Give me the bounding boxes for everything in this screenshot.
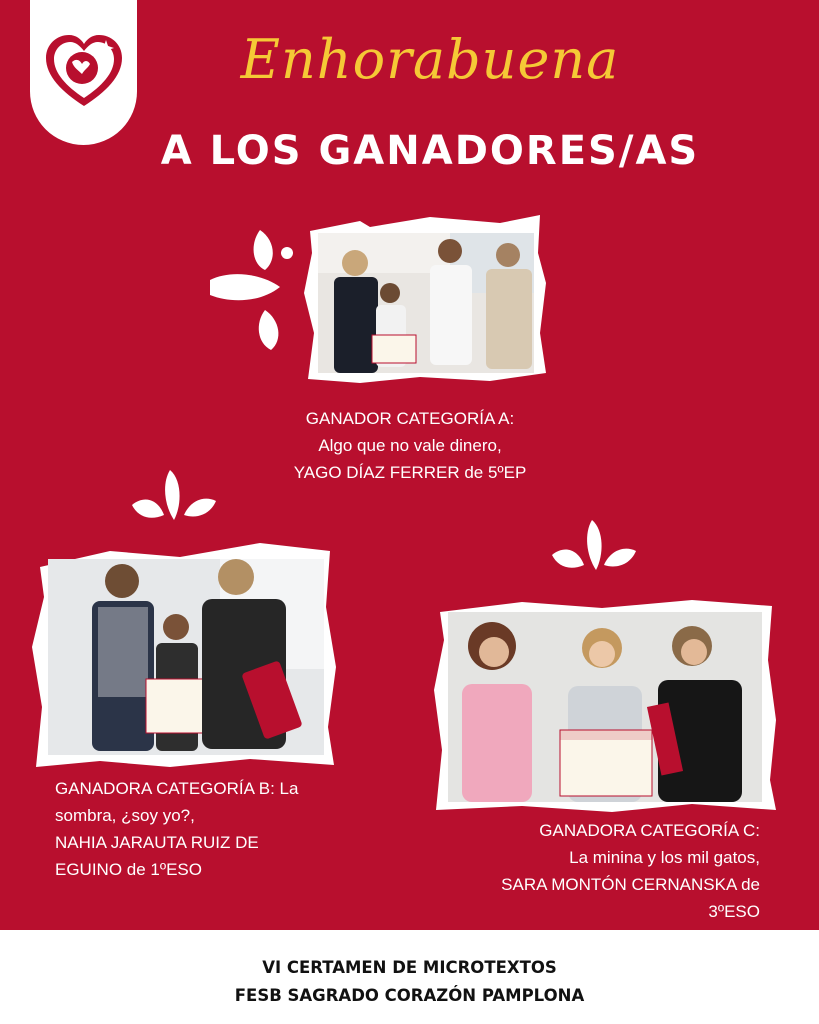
winner-a-caption xyxy=(220,405,600,486)
winner-a-photo xyxy=(300,213,548,385)
heart-globe-logo-icon xyxy=(42,30,126,114)
winner-b-photo xyxy=(30,537,338,769)
winner-b-name-cont: EGUINO de 1ºESO xyxy=(55,860,202,879)
footer-school-name: FESB SAGRADO CORAZÓN PAMPLONA xyxy=(234,986,585,1005)
script-title: Enhorabuena xyxy=(240,28,620,91)
winner-b-caption xyxy=(55,775,355,883)
winner-b-title: sombra, ¿soy yo?, xyxy=(55,806,195,825)
footer xyxy=(0,930,819,1024)
winner-a-name: YAGO DÍAZ FERRER de 5ºEP xyxy=(293,463,527,482)
winner-c-category: GANADORA CATEGORÍA C: xyxy=(539,821,760,840)
winner-c-name: SARA MONTÓN CERNANSKA de xyxy=(501,875,760,894)
winner-c-caption xyxy=(430,817,760,925)
splash-decoration xyxy=(130,465,220,525)
winner-a-title: Algo que no vale dinero, xyxy=(318,436,502,455)
winner-b-name: NAHIA JARAUTA RUIZ DE xyxy=(55,833,259,852)
logo-tab xyxy=(30,0,137,145)
winner-c-photo xyxy=(432,600,778,812)
winner-c-name-cont: 3ºESO xyxy=(708,902,760,921)
winner-a-category: GANADOR CATEGORÍA A: xyxy=(305,409,515,428)
winner-b-category: GANADORA CATEGORÍA B: La xyxy=(55,779,299,798)
footer-event-name: VI CERTAMEN DE MICROTEXTOS xyxy=(262,958,557,977)
splash-decoration xyxy=(205,225,300,355)
winner-c-title: La minina y los mil gatos, xyxy=(569,848,760,867)
splash-decoration xyxy=(550,515,640,575)
main-title: A LOS GANADORES/AS xyxy=(160,128,700,174)
